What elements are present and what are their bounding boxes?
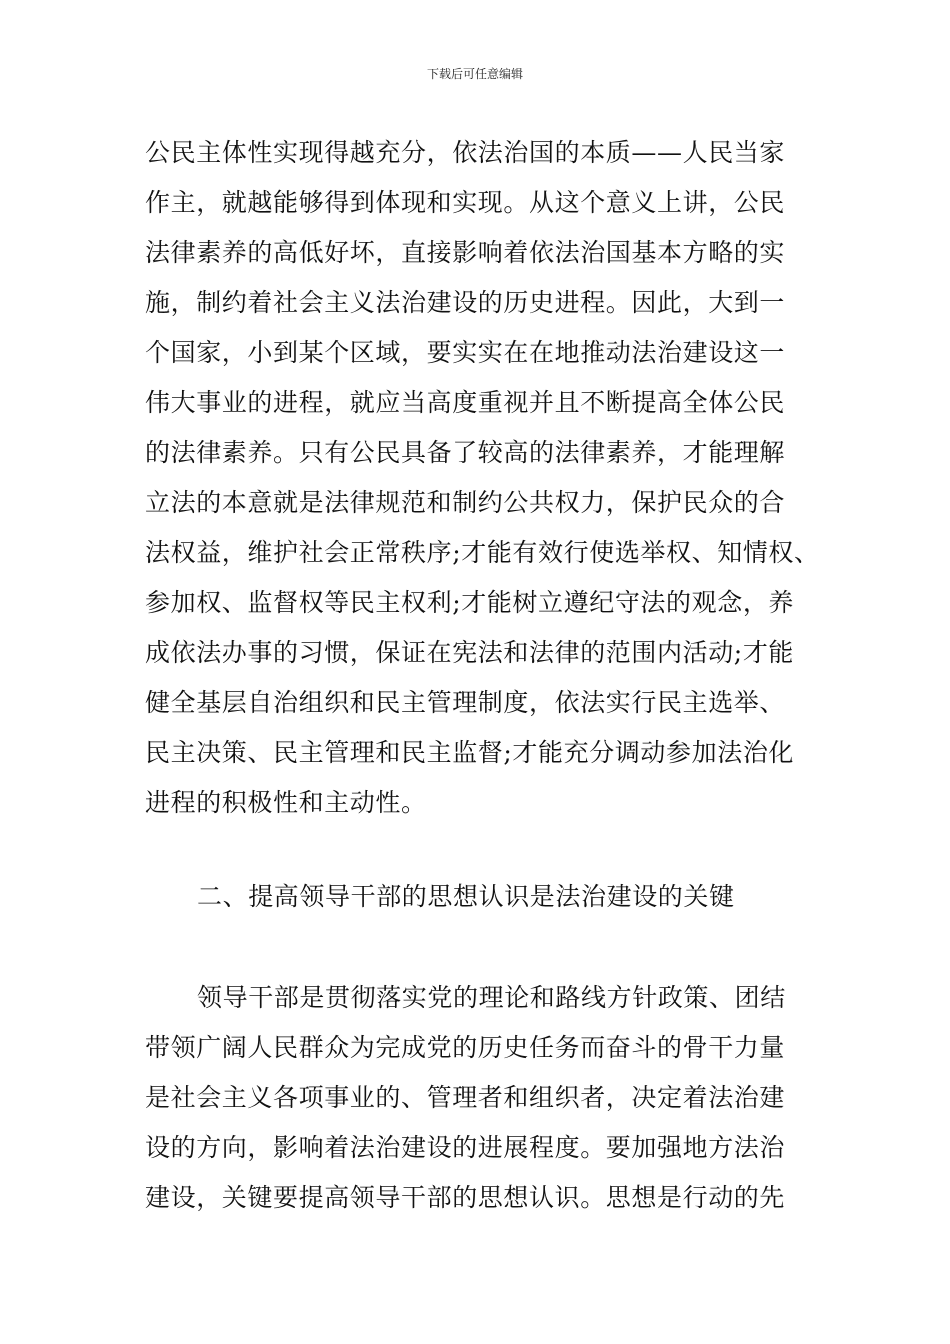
text-line: 伟大事业的进程，就应当高度重视并且不断提高全体公民 bbox=[145, 388, 786, 417]
text-line: 施，制约着社会主义法治建设的历史进程。因此，大到一 bbox=[145, 288, 786, 317]
text-line: 成依法办事的习惯，保证在宪法和法律的范围内活动;才能 bbox=[145, 638, 795, 667]
text-line: 法权益，维护社会正常秩序;才能有效行使选举权、知情权、 bbox=[145, 538, 820, 567]
text-line: 个国家，小到某个区域，要实实在在地推动法治建设这一 bbox=[145, 338, 786, 367]
text-line: 作主，就越能够得到体现和实现。从这个意义上讲，公民 bbox=[145, 188, 786, 217]
paragraph-2 bbox=[145, 973, 810, 1223]
section-heading: 二、提高领导干部的思想认识是法治建设的关键 bbox=[197, 882, 735, 911]
text-line: 带领广阔人民群众为完成党的历史任务而奋斗的骨干力量 bbox=[145, 1033, 786, 1062]
text-line: 是社会主义各项事业的、管理者和组织者，决定着法治建 bbox=[145, 1083, 786, 1112]
text-line: 参加权、监督权等民主权利;才能树立遵纪守法的观念，养 bbox=[145, 588, 795, 617]
text-line: 进程的积极性和主动性。 bbox=[145, 788, 427, 817]
text-line: 法律素养的高低好坏，直接影响着依法治国基本方略的实 bbox=[145, 238, 786, 267]
page-header: 下载后可任意编辑 bbox=[426, 67, 523, 81]
paragraph-1 bbox=[145, 128, 820, 828]
text-line: 民主决策、民主管理和民主监督;才能充分调动参加法治化 bbox=[145, 738, 795, 767]
text-line: 健全基层自治组织和民主管理制度，依法实行民主选举、 bbox=[145, 688, 786, 717]
text-line: 公民主体性实现得越充分，依法治国的本质——人民当家 bbox=[145, 138, 786, 167]
text-line: 的法律素养。只有公民具备了较高的法律素养，才能理解 bbox=[145, 438, 786, 467]
text-line: 领导干部是贯彻落实党的理论和路线方针政策、团结 bbox=[197, 983, 786, 1012]
text-line: 建设，关键要提高领导干部的思想认识。思想是行动的先 bbox=[145, 1183, 786, 1212]
text-line: 立法的本意就是法律规范和制约公共权力，保护民众的合 bbox=[145, 488, 786, 517]
text-line: 设的方向，影响着法治建设的进展程度。要加强地方法治 bbox=[145, 1133, 786, 1162]
